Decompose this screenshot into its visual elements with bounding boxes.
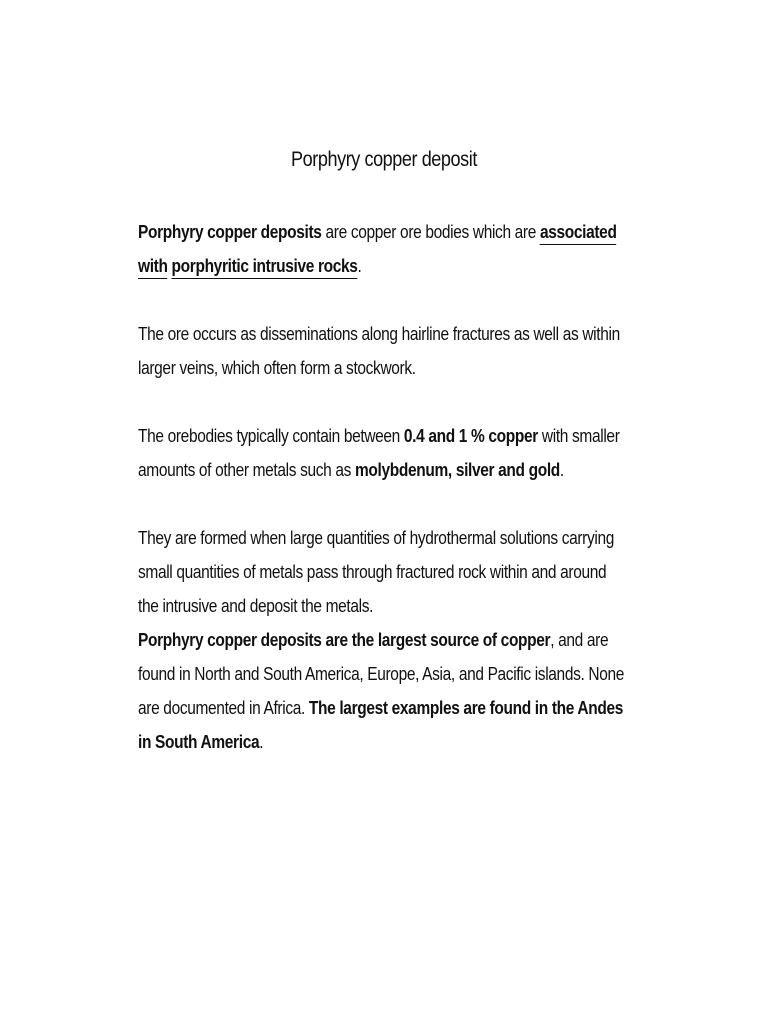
paragraph-distribution: [138, 623, 628, 759]
bold-largest-source: Porphyry copper deposits are the largest source of copper: [138, 630, 551, 650]
paragraph-formation: [138, 521, 628, 623]
underlined-phrase-rocks: porphyritic intrusive rocks: [172, 256, 358, 279]
paragraph-spacer: [138, 385, 628, 419]
text-span: are copper ore bodies which are: [321, 222, 540, 242]
text-span: .: [559, 460, 564, 480]
underlined-phrase-associated: associated with: [138, 222, 617, 279]
document-body: [138, 215, 628, 759]
bold-largest-examples: The largest examples are found in the Andes in South America: [138, 698, 623, 752]
paragraph-definition: [138, 215, 628, 283]
text-span: .: [357, 256, 362, 276]
text-span: , and are found in North and South America, Europe, Asia, and Pacific islands. None are documented in Africa.: [138, 630, 625, 718]
term-porphyry-copper-deposits: Porphyry copper deposits: [138, 222, 322, 242]
text-span: The orebodies typically contain between: [138, 426, 404, 446]
paragraph-spacer: [138, 487, 628, 521]
text-span: .: [259, 732, 264, 752]
paragraph-ore-occurrence: [138, 317, 628, 385]
bold-other-metals: molybdenum, silver and gold: [355, 460, 560, 480]
text-span: They are formed when large quantities of hydrothermal solutions carrying small quantities of metals pass through fractured rock within and around the intrusive and deposit the metals.: [138, 528, 615, 616]
text-span: The ore occurs as disseminations along hairline fractures as well as within larger veins, which often form a stockwork.: [138, 324, 620, 378]
paragraph-spacer: [138, 283, 628, 317]
text-span: with smaller amounts of other metals such as: [138, 426, 620, 480]
paragraph-orebody-content: [138, 419, 628, 487]
bold-copper-range: 0.4 and 1 % copper: [403, 426, 538, 446]
document-title: Porphyry copper deposit: [291, 148, 477, 171]
